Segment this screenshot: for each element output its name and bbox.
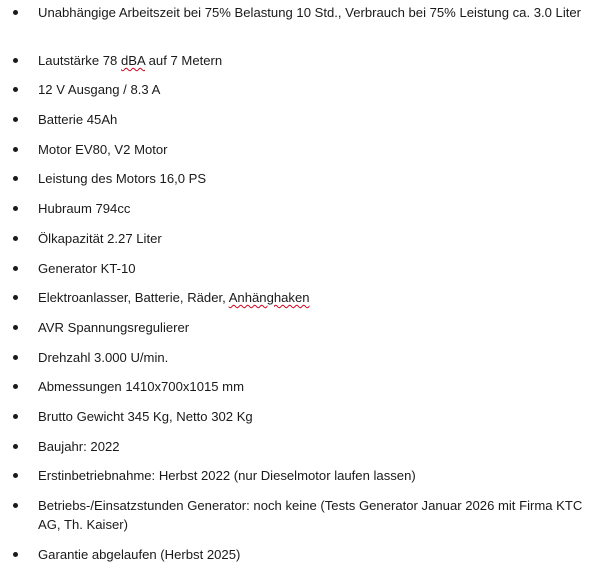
list-item-text: Leistung des Motors 16,0 PS <box>38 171 207 186</box>
bullet-icon <box>13 10 18 15</box>
list-item-text: Betriebs-/Einsatzstunden Generator: noch keine (Tests Generator Januar 2026 mit Firma KTC AG, Th. Kaiser) <box>38 498 583 532</box>
list-item-text: Baujahr: 2022 <box>38 439 120 454</box>
list-item-text: Erstinbetriebnahme: Herbst 2022 (nur Dieselmotor laufen lassen) <box>38 468 416 483</box>
bullet-icon <box>13 176 18 181</box>
bullet-icon <box>13 325 18 330</box>
spellcheck-flagged-word: dBA <box>120 53 146 68</box>
list-item-text: 12 V Ausgang / 8.3 A <box>38 82 161 97</box>
list-item-text: Drehzahl 3.000 U/min. <box>38 350 169 365</box>
bullet-icon <box>13 414 18 419</box>
list-item-text: Batterie 45Ah <box>38 112 118 127</box>
bullet-icon <box>13 87 18 92</box>
list-item-text <box>38 51 596 70</box>
bullet-icon <box>13 444 18 449</box>
list-item-text: Generator KT-10 <box>38 261 136 276</box>
list-item-text: Garantie abgelaufen (Herbst 2025) <box>38 547 241 562</box>
spellcheck-flagged-word: Anhänghaken <box>228 290 310 305</box>
list-item-text: Ölkapazität 2.27 Liter <box>38 231 162 246</box>
list-item-text: Abmessungen 1410x700x1015 mm <box>38 379 244 394</box>
bullet-icon <box>13 117 18 122</box>
list-item-text: AVR Spannungsregulierer <box>38 320 190 335</box>
bullet-icon <box>13 295 18 300</box>
list-item-text: Unabhängige Arbeitszeit bei 75% Belastung 10 Std., Verbrauch bei 75% Leistung ca. 3.0 Liter <box>38 5 582 20</box>
bullet-icon <box>13 206 18 211</box>
list-item-text-after: auf 7 Metern <box>145 53 223 68</box>
bullet-icon <box>13 147 18 152</box>
bullet-icon <box>13 503 18 508</box>
bullet-icon <box>13 552 18 557</box>
list-item-text-before: Elektroanlasser, Batterie, Räder, <box>38 290 229 305</box>
list-item-text: Motor EV80, V2 Motor <box>38 142 168 157</box>
bullet-icon <box>13 384 18 389</box>
list-item-text: Hubraum 794cc <box>38 201 131 216</box>
list-item-text-before: Lautstärke 78 <box>38 53 121 68</box>
list-item-text <box>38 288 596 307</box>
bullet-icon <box>13 58 18 63</box>
bullet-icon <box>13 473 18 478</box>
bullet-icon <box>13 355 18 360</box>
bullet-icon <box>13 236 18 241</box>
bullet-icon <box>13 266 18 271</box>
list-item-text: Brutto Gewicht 345 Kg, Netto 302 Kg <box>38 409 253 424</box>
